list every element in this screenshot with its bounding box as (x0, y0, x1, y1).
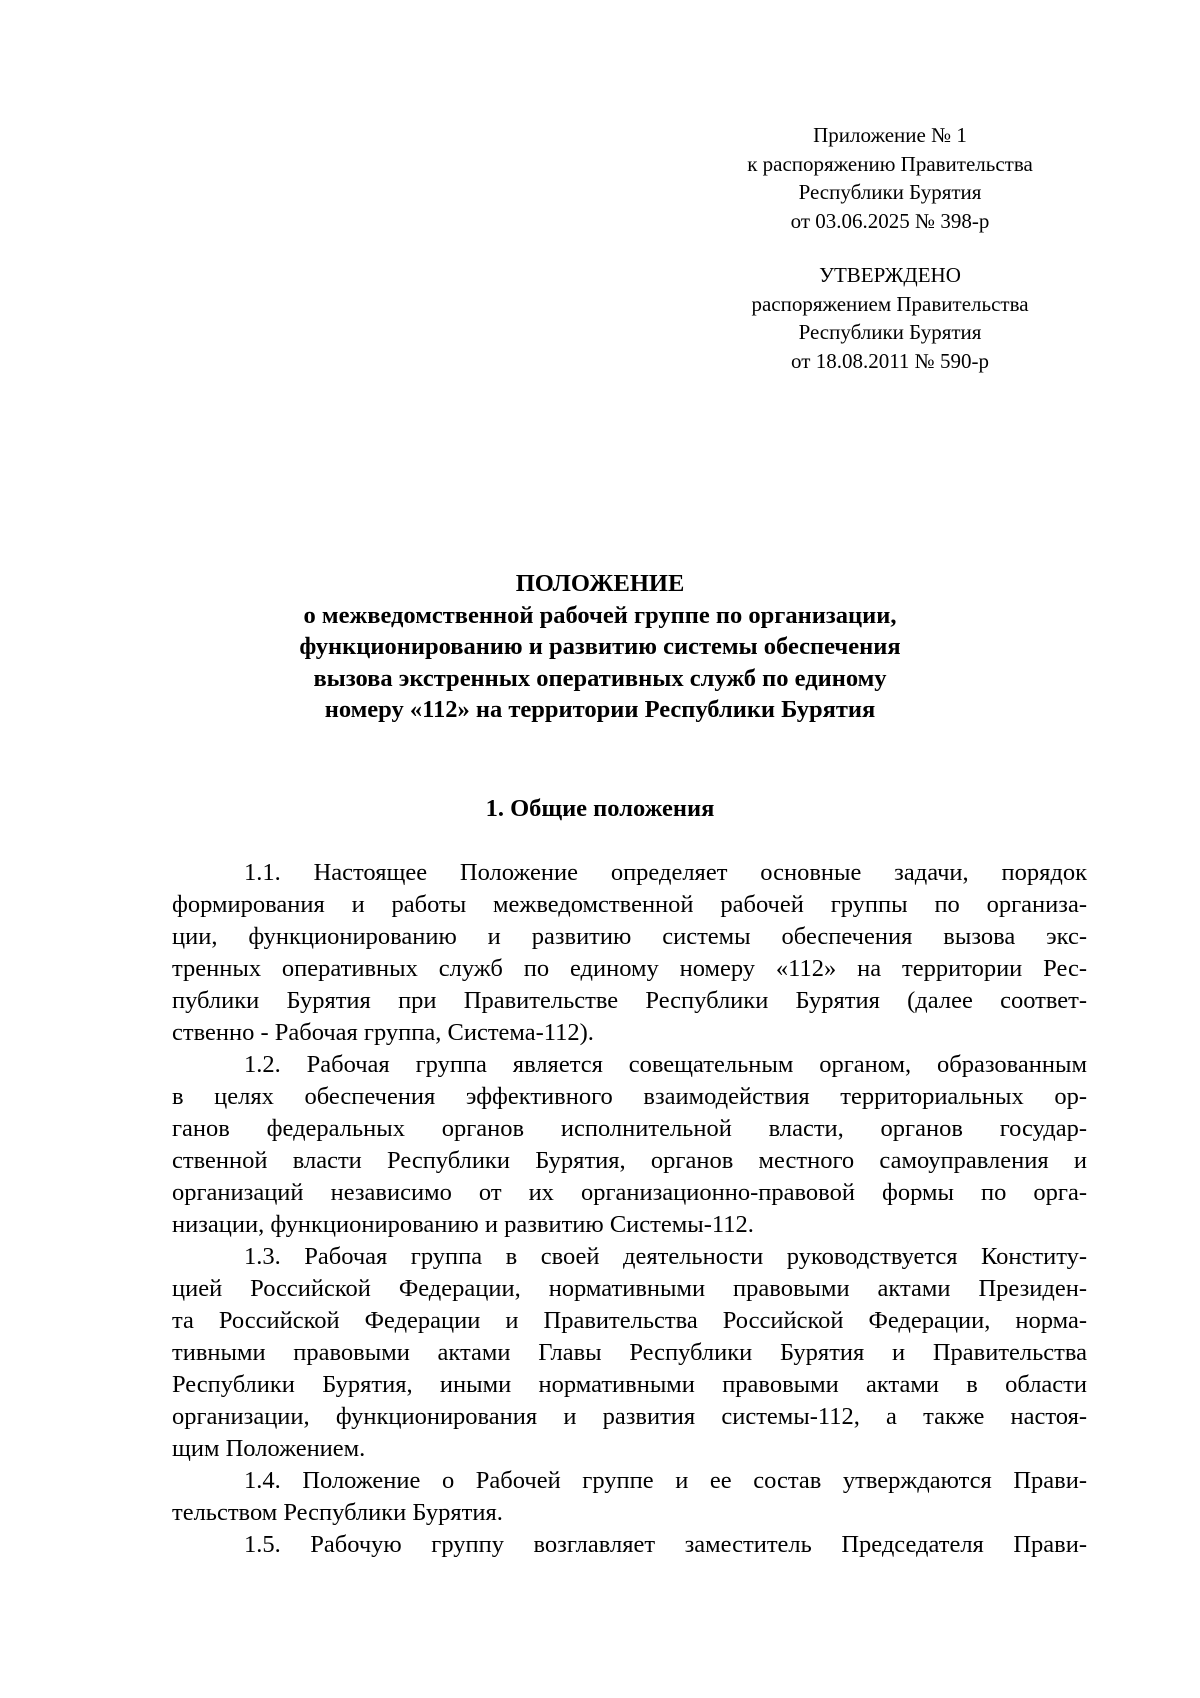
approval-stamp-text (680, 261, 1100, 375)
paragraph-line: публики Бурятия при Правительстве Республики Бурятия (далее соответ- (172, 987, 1087, 1014)
paragraph (172, 1049, 1087, 1241)
paragraph-line: Республики Бурятия, иными нормативными правовыми актами в области (172, 1371, 1087, 1398)
paragraph (172, 1241, 1087, 1465)
approval-line: от 18.08.2011 № 590-р (791, 348, 989, 373)
title-line: ПОЛОЖЕНИЕ (515, 570, 685, 597)
paragraph-line: организаций независимо от их организационно-правовой формы по орга- (172, 1179, 1087, 1206)
paragraph-line: низации, функционированию и развитию Системы-112. (172, 1211, 754, 1238)
paragraph (172, 1465, 1087, 1529)
paragraph-line: ции, функционированию и развитию системы обеспечения вызова экс- (172, 923, 1087, 950)
approval-line: Республики Бурятия (798, 320, 982, 344)
appendix-reference (680, 121, 1100, 235)
paragraph-line: 1.1. Настоящее Положение определяет основные задачи, порядок (244, 859, 1087, 886)
paragraph-line: тивными правовыми актами Главы Республики Бурятия и Правительства (172, 1339, 1087, 1366)
paragraph-line: организации, функционирования и развития системы-112, а также настоя- (172, 1403, 1087, 1430)
paragraph-line: ганов федеральных органов исполнительной власти, органов государ- (172, 1115, 1087, 1142)
paragraph-line: щим Положением. (172, 1435, 366, 1462)
appendix-line: от 03.06.2025 № 398-р (790, 208, 990, 233)
document-title (150, 568, 1050, 726)
title-line: вызова экстренных оперативных служб по единому (313, 664, 887, 692)
appendix-line: к распоряжению Правительства (747, 151, 1033, 176)
paragraph-line: 1.3. Рабочая группа в своей деятельности руководствуется Конститу- (244, 1243, 1087, 1270)
paragraph-line: ственно - Рабочая группа, Система-112). (172, 1019, 594, 1046)
appendix-line: Приложение № 1 (813, 123, 967, 147)
title-line: функционированию и развитию системы обеспечения (299, 633, 901, 660)
paragraph-line: ственной власти Республики Бурятия, органов местного самоуправления и (172, 1147, 1087, 1174)
section-body (172, 857, 1087, 1561)
paragraph-line: та Российской Федерации и Правительства Российской Федерации, норма- (172, 1307, 1087, 1334)
paragraph (172, 1529, 1087, 1561)
paragraph-line: тельством Республики Бурятия. (172, 1499, 503, 1526)
paragraph (172, 857, 1087, 1049)
paragraph-line: формирования и работы межведомственной рабочей группы по организа- (172, 891, 1087, 918)
approval-line: распоряжением Правительства (751, 291, 1029, 316)
title-line: о межведомственной рабочей группе по организации, (303, 601, 897, 629)
paragraph-line: тренных оперативных служб по единому номеру «112» на территории Рес- (172, 955, 1087, 982)
paragraph-line: 1.4. Положение о Рабочей группе и ее состав утверждаются Прави- (244, 1467, 1087, 1494)
approval-line: УТВЕРЖДЕНО (819, 263, 961, 287)
paragraph-line: в целях обеспечения эффективного взаимодействия территориальных ор- (172, 1083, 1087, 1110)
paragraph-line: цией Российской Федерации, нормативными правовыми актами Президен- (172, 1275, 1087, 1302)
title-line: номеру «112» на территории Республики Бурятия (324, 696, 876, 723)
paragraph-line: 1.2. Рабочая группа является совещательным органом, образованным (244, 1051, 1087, 1078)
paragraph-line: 1.5. Рабочую группу возглавляет заместитель Председателя Прави- (244, 1531, 1087, 1558)
appendix-line: Республики Бурятия (798, 180, 982, 204)
section-heading: 1. Общие положения (485, 795, 715, 822)
